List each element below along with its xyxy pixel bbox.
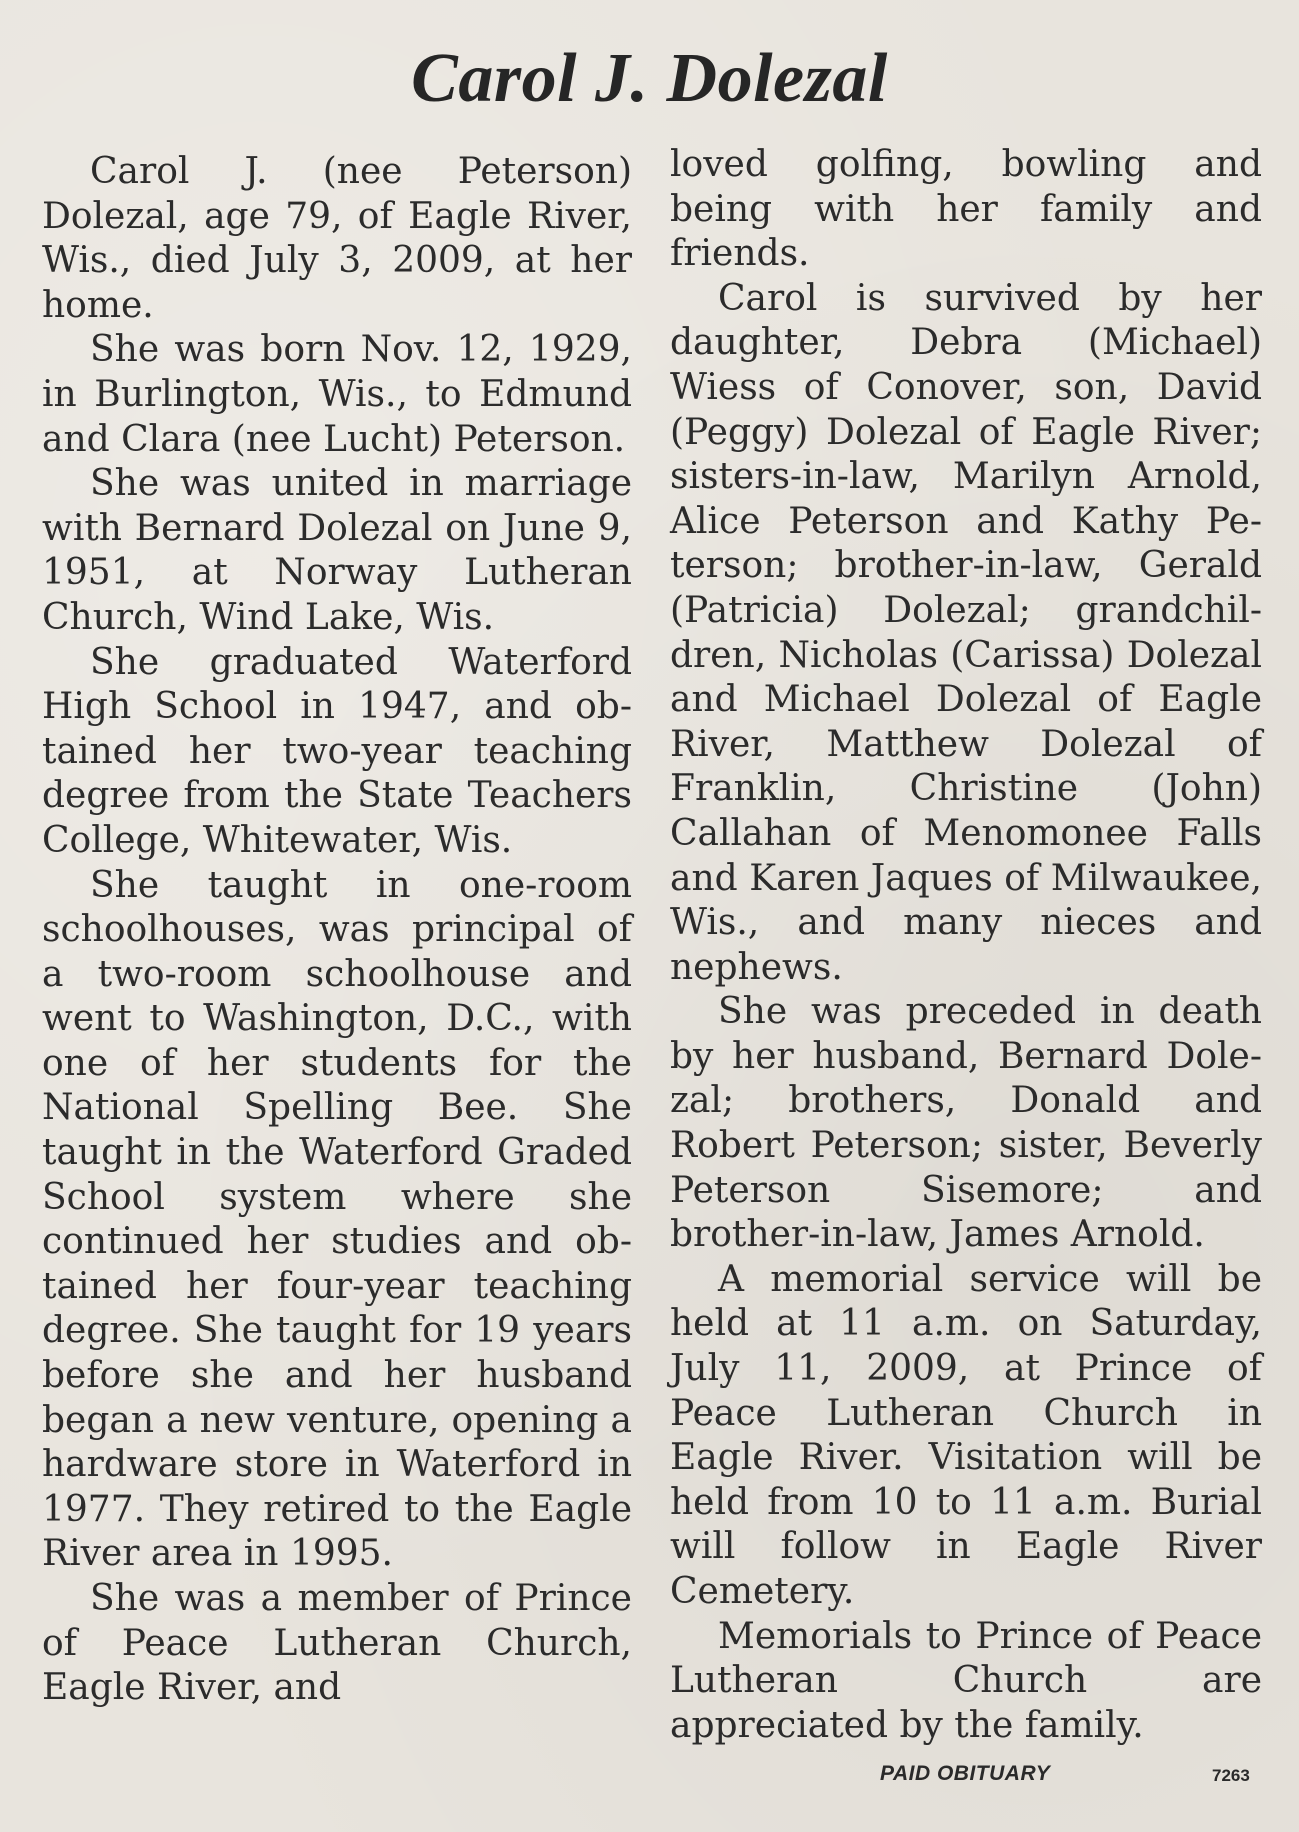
ad-code: 7263 [1212, 1766, 1250, 1785]
paragraph: Memorials to Prince of Peace Lutheran Church are appreciated by the family. [670, 1615, 1262, 1746]
paragraph: loved golfing, bowling and being with her family and friends. [670, 144, 1262, 275]
paragraph: She graduated Waterford High School in 1947, and obtained her two-year teaching degree from the State Teachers College, Whitewater, Wis. [42, 641, 632, 861]
paragraph: She taught in one-room schoolhouses, was principal of a two-room schoolhouse and went to Washington, D.C., with one of her students for the National Spelling Bee. She taught in the Waterford Graded School system where she continued her studies and obtained her four-year teaching degree. She taught for 19 years before she and her husband began a new venture, opening a hardware store in Waterford in 1977. They retired to the Eagle River area in 1995. [42, 864, 632, 1575]
paragraph: A memorial service will be held at 11 a.m. on Saturday, July 11, 2009, at Prince of Peace Lutheran Church in Eagle River. Visitation will be held from 10 to 11 a.m. Burial will follow in Eagle River Cemetery. [670, 1258, 1262, 1612]
paragraph: She was preceded in death by her husband, Bernard Dolezal; brothers, Donald and Robert Peterson; sister, Beverly Peterson Sisemore; and brother-in-law, James Arnold. [670, 991, 1262, 1256]
paragraph: Carol is survived by her daughter, Debra (Michael) Wiess of Conover, son, David (Peggy) Dolezal of Eagle River; sisters-in-law, Marilyn Arnold, Alice Peterson and Kathy Peterson; brother-in-law, Gerald (Patricia) Dolezal; grandchildren, Nicholas (Carissa) Dolezal and Michael Dolezal of Eagle River, Matthew Dolezal of Franklin, Christine (John) Callahan of Menomonee Falls and Karen Jaques of Milwaukee, Wis., and many nieces and nephews. [670, 277, 1262, 988]
paragraph: She was a member of Prince of Peace Lutheran Church, Eagle River, and [42, 1578, 632, 1709]
paragraph: She was united in marriage with Bernard Dolezal on June 9, 1951, at Norway Lutheran Church, Wind Lake, Wis. [42, 463, 632, 638]
obituary-title: Carol J. Dolezal [411, 40, 888, 117]
right-column [670, 143, 1262, 1748]
left-column [42, 150, 632, 1711]
paid-obituary-label: PAID OBITUARY [880, 1762, 1051, 1785]
paragraph: Carol J. (nee Peterson) Dolezal, age 79, of Eagle River, Wis., died July 3, 2009, at her home. [42, 151, 632, 326]
paragraph: She was born Nov. 12, 1929, in Burlington, Wis., to Edmund and Clara (nee Lucht) Peterson. [42, 329, 632, 460]
